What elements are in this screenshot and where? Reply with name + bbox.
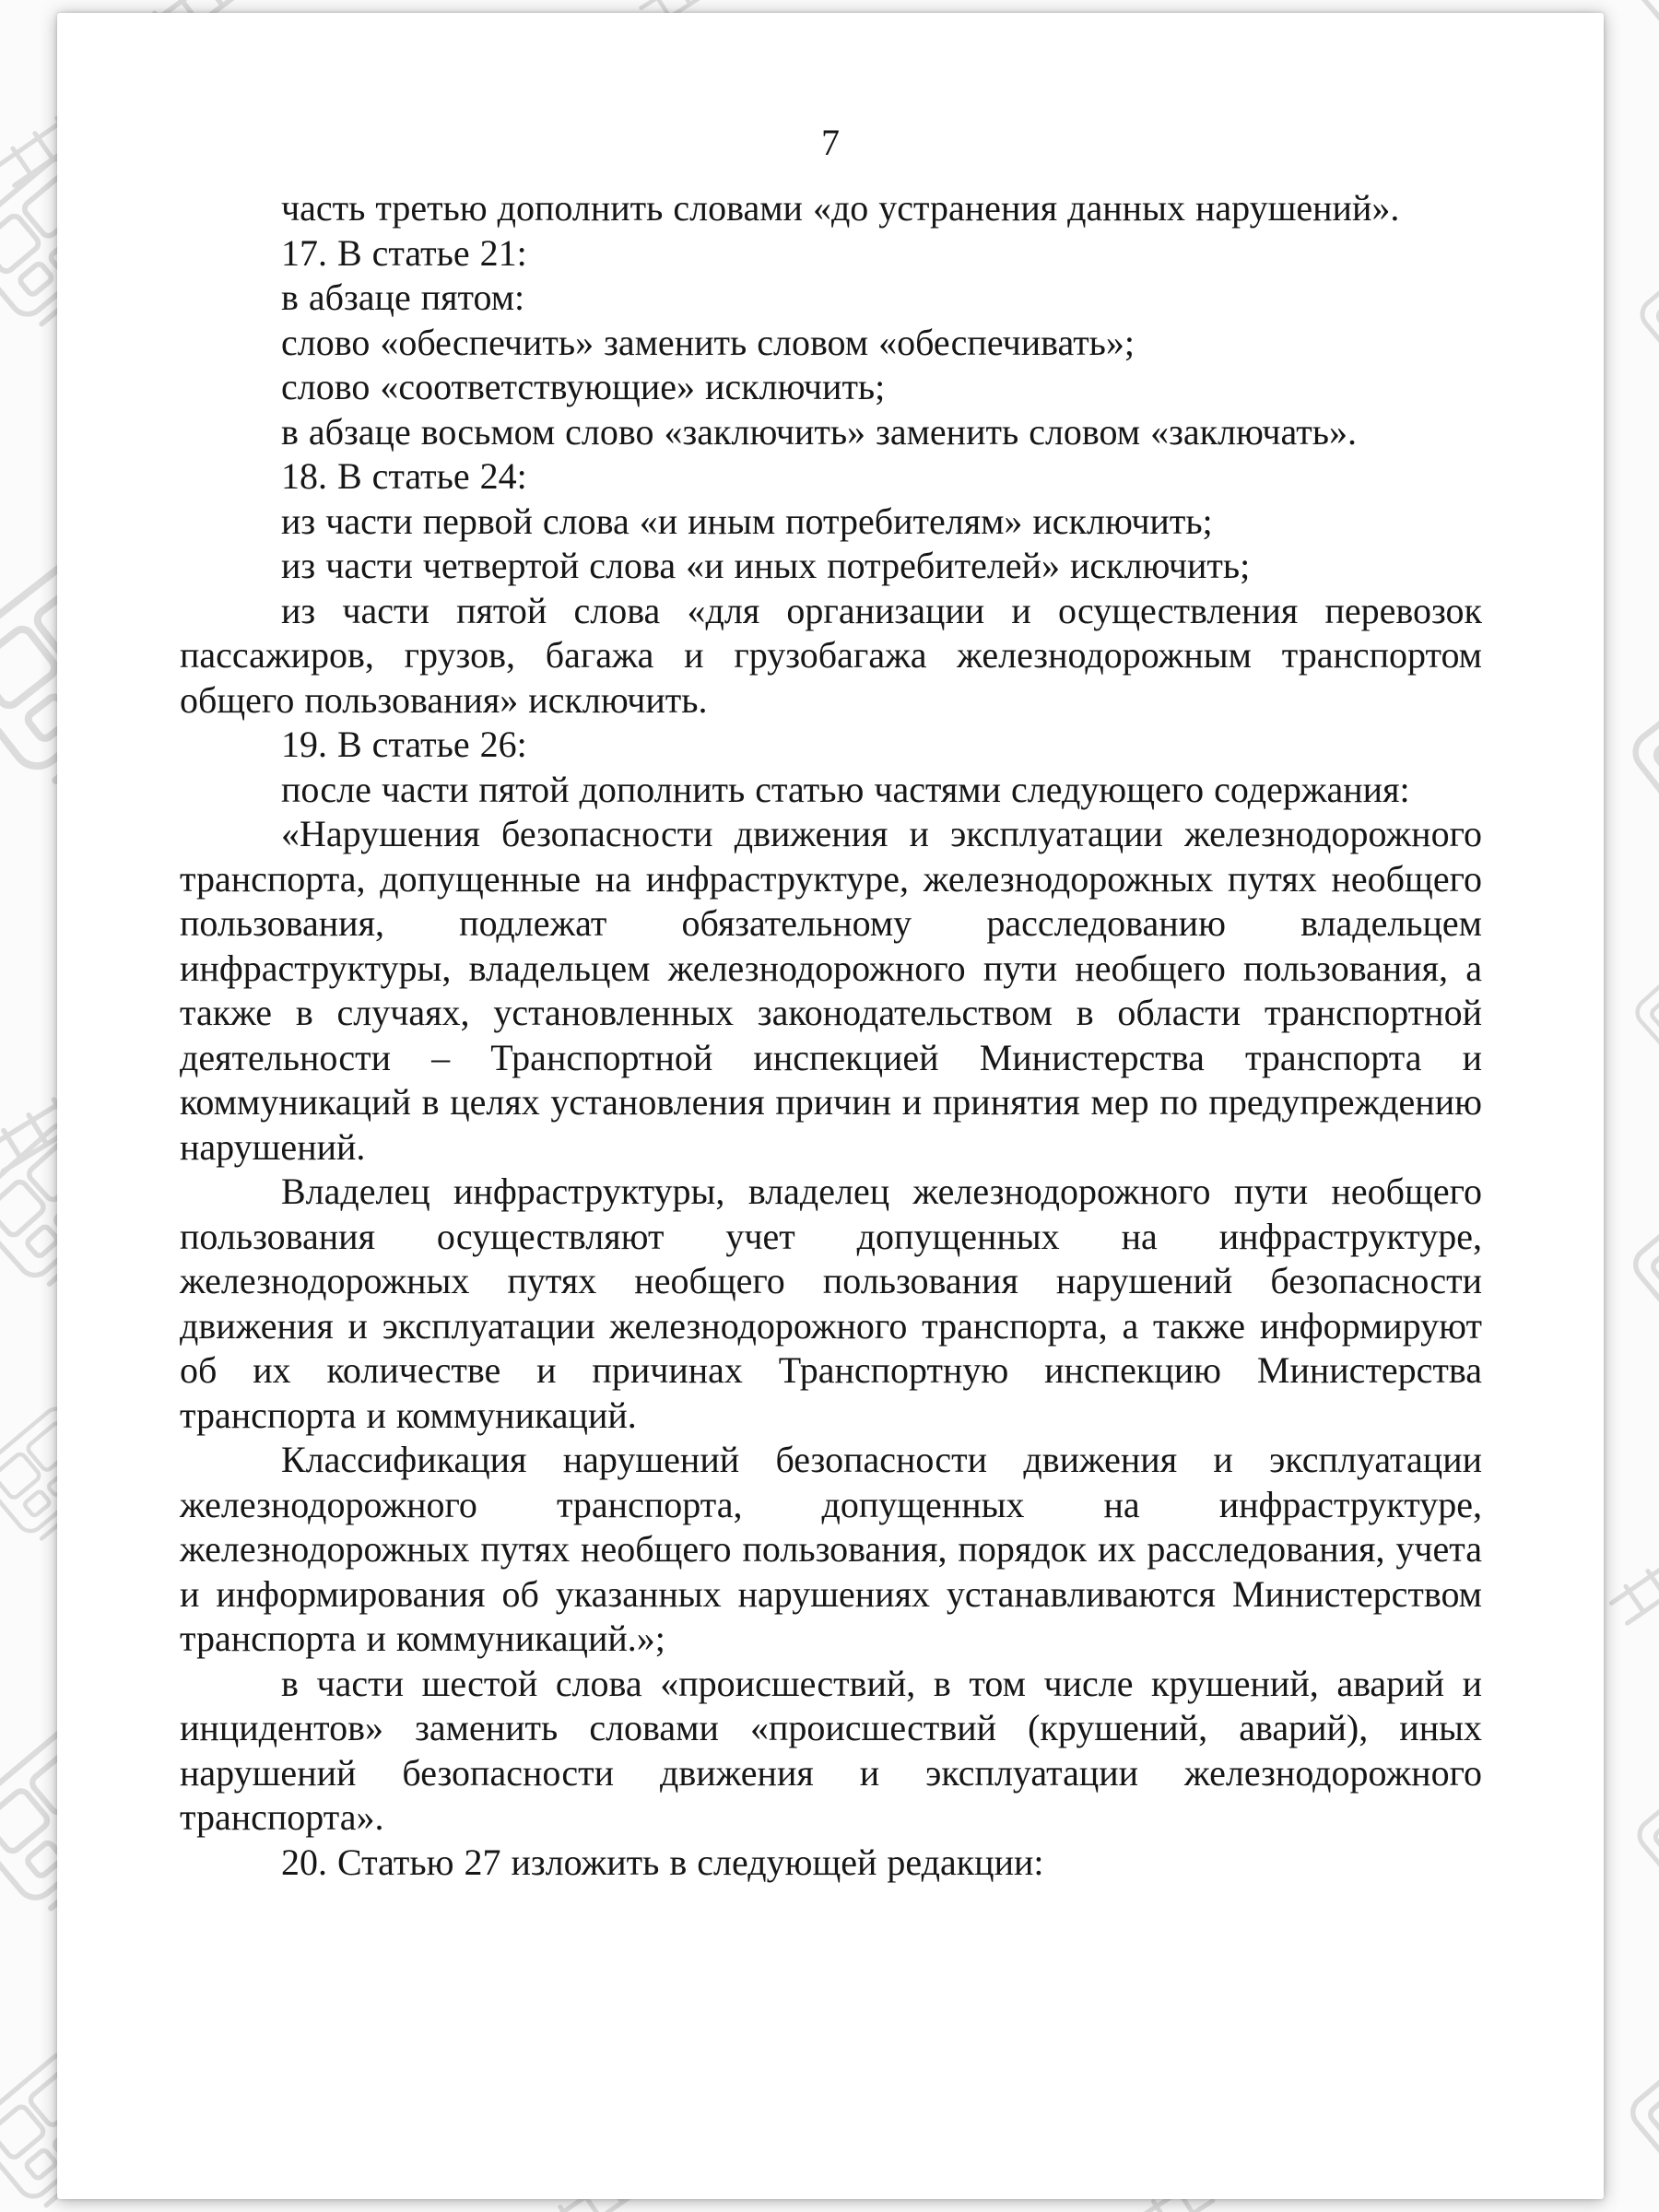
paragraph: Классификация нарушений безопасности движения и эксплуатации железнодорожного транспорта, допущенных на инфраструктуре, железнодорожных путях необщего пользования, порядок их расследования, учета и информирования об указанных нарушениях устанавливаются Министерством транспорта и коммуникаций.»; — [180, 1439, 1482, 1659]
paragraph: слово «соответствующие» исключить; — [281, 366, 886, 407]
train-watermark-icon — [1630, 0, 1659, 76]
train-watermark-icon — [1627, 1982, 1659, 2206]
paragraph: 19. В статье 26: — [281, 724, 527, 765]
paragraph: в абзаце пятом: — [281, 276, 525, 318]
train-watermark-icon — [1637, 195, 1659, 399]
train-watermark-icon — [1628, 603, 1659, 864]
paragraph: 18. В статье 24: — [281, 455, 527, 497]
paragraph: в части шестой слова «происшествий, в том числе крушений, аварий и инцидентов» заменить словами «происшествий (крушений, аварий), иных нарушений безопасности движения и эксплуатации железнодорожного транспорта». — [180, 1662, 1482, 1838]
document-body — [180, 186, 1482, 1885]
paragraph: из части пятой слова «для организации и осуществления перевозок пассажиров, грузов, багажа и грузобагажа железнодорожным транспортом общего пользования» исключить. — [180, 589, 1482, 721]
paragraph: после части пятой дополнить статью частями следующего содержания: — [281, 768, 1410, 810]
train-watermark-icon — [1632, 901, 1659, 1087]
document-page — [57, 13, 1604, 2199]
paragraph: часть третью дополнить словами «до устранения данных нарушений». — [281, 187, 1400, 229]
train-watermark-icon — [1634, 1716, 1659, 1920]
paragraph: из части первой слова «и иным потребителям» исключить; — [281, 500, 1213, 542]
paragraph: Владелец инфраструктуры, владелец железнодорожного пути необщего пользования осуществляют учет допущенных на инфраструктуре, железнодорожных путях необщего пользования нарушений безопасности движения и эксплуатации железнодорожного транспорта, а также информируют об их количестве и причинах Транспортную инспекцию Министерства транспорта и коммуникаций. — [180, 1171, 1482, 1436]
train-watermark-icon — [1630, 1134, 1659, 1358]
page-number: 7 — [821, 122, 840, 163]
paragraph: «Нарушения безопасности движения и эксплуатации железнодорожного транспорта, допущенные на инфраструктуре, железнодорожных путях необщего пользования, подлежат обязательному расследованию владельцем инфраструктуры, владельцем железнодорожного пути необщего пользования, а также в случаях, установленных законодательством в области транспортной деятельности – Транспортной инспекцией Министерства транспорта и коммуникаций в целях установления причин и принятия мер по предупреждению нарушений. — [180, 813, 1482, 1168]
paragraph: слово «обеспечить» заменить словом «обеспечивать»; — [281, 321, 1135, 363]
paragraph: из части четвертой слова «и иных потребителей» исключить; — [281, 545, 1251, 586]
paragraph: 17. В статье 21: — [281, 231, 527, 274]
paragraph: 20. Статью 27 изложить в следующей редакции: — [281, 1841, 1044, 1883]
paragraph: в абзаце восьмом слово «заключить» заменить словом «заключать». — [281, 410, 1357, 453]
track-watermark-icon — [1604, 1531, 1659, 1625]
